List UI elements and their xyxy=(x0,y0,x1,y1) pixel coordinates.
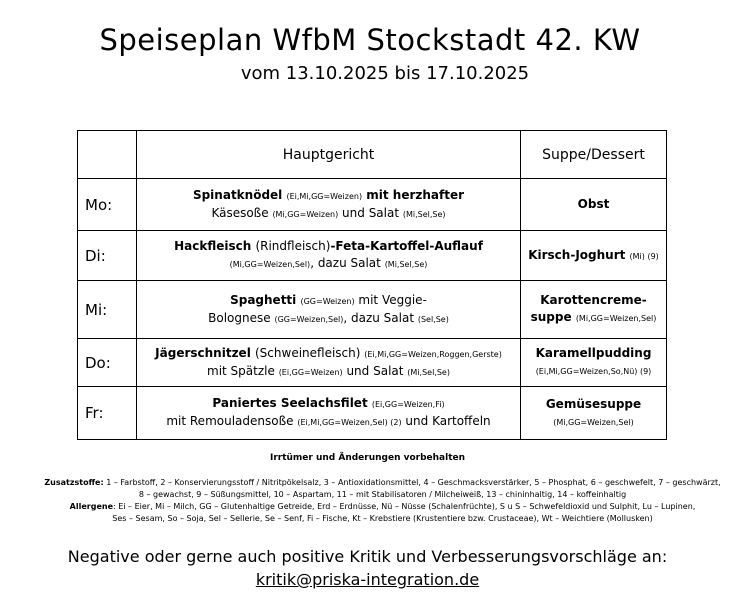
main-dish-line xyxy=(137,345,520,363)
day-label: Mi: xyxy=(78,281,137,339)
allergens-label: Allergene xyxy=(69,502,113,511)
dessert-line xyxy=(521,413,666,431)
allergen-annotation: (Ei,Mi,GG=Weizen) xyxy=(286,191,363,201)
dish-text: Paniertes Seelachsfilet xyxy=(212,396,372,410)
dessert-line xyxy=(521,362,666,380)
table-row xyxy=(78,387,667,440)
dish-text: Kirsch-Joghurt xyxy=(528,247,630,262)
allergens-line-2: Ses – Sesam, So – Soja, Sel – Sellerie, Se – Senf, Fi – Fische, Kt – Krebstiere (Krustentiere bzw. Crustaceae), Wt – Weichtiere (Mollusken) xyxy=(112,514,653,523)
day-label: Do: xyxy=(78,339,137,387)
main-dish-cell xyxy=(137,281,521,339)
dessert-cell xyxy=(521,281,667,339)
allergen-annotation: (GG=Weizen) xyxy=(300,296,355,306)
dish-text: Jägerschnitzel xyxy=(155,345,255,360)
dish-text: , dazu Salat xyxy=(343,310,418,325)
dessert-line xyxy=(521,309,666,327)
dish-text: Hackfleisch xyxy=(174,239,256,253)
page-title: Speiseplan WfbM Stockstadt 42. KW xyxy=(99,23,641,57)
allergen-annotation: (Mi,Sel,Se) xyxy=(407,367,450,377)
day-label: Mo: xyxy=(78,179,137,231)
allergens-line xyxy=(10,501,755,513)
allergen-annotation: (Ei,GG=Weizen) xyxy=(278,367,343,377)
dish-text: (Rindfleisch) xyxy=(255,239,331,253)
dessert-cell xyxy=(521,387,667,440)
dessert-line xyxy=(521,292,666,309)
main-dish-line xyxy=(137,310,520,328)
dish-text: und Salat xyxy=(338,205,403,220)
main-dish-cell xyxy=(137,231,521,281)
day-label: Di: xyxy=(78,231,137,281)
header-day xyxy=(78,131,137,179)
allergen-annotation: (Mi,Sel,Se) xyxy=(402,209,446,219)
dish-text: , dazu Salat xyxy=(310,256,385,270)
table-header-row xyxy=(78,131,667,179)
date-range: vom 13.10.2025 bis 17.10.2025 xyxy=(240,63,530,84)
day-label: Fr: xyxy=(78,387,137,440)
main-dish-line xyxy=(137,238,520,255)
main-dish-cell xyxy=(137,179,521,231)
dish-text: Obst xyxy=(577,197,610,211)
dish-text: mit Spätzle xyxy=(207,363,279,378)
allergen-annotation: (Mi,GG=Weizen,Sel) xyxy=(575,314,657,323)
dish-text: Karottencreme- xyxy=(540,293,647,307)
additives-label: Zusatzstoffe: xyxy=(44,478,104,487)
main-dish-line xyxy=(137,363,520,381)
main-dish-line xyxy=(137,187,520,205)
disclaimer: Irrtümer und Änderungen vorbehalten xyxy=(269,453,466,463)
additives-line xyxy=(10,477,755,489)
header-main-dish: Hauptgericht xyxy=(137,131,521,179)
table-row xyxy=(78,231,667,281)
dish-text: Spinatknödel xyxy=(192,187,287,202)
dessert-line xyxy=(521,396,666,413)
dish-text: suppe xyxy=(530,310,576,324)
table-row xyxy=(78,281,667,339)
dish-text: mit herzhafter xyxy=(362,187,465,202)
dessert-cell xyxy=(521,231,667,281)
allergen-annotation: (Mi,Sel,Se) xyxy=(384,260,428,269)
allergen-annotation: (Ei,Mi,GG=Weizen,So,Nü) (9) xyxy=(535,367,652,376)
table-row xyxy=(78,179,667,231)
allergen-annotation: (Sel,Se) xyxy=(417,314,449,324)
dish-text: und Kartoffeln xyxy=(401,414,491,428)
main-dish-cell xyxy=(137,339,521,387)
allergen-annotation: (Ei,Mi,GG=Weizen,Roggen,Gerste) xyxy=(364,349,502,359)
allergen-annotation: (Mi,GG=Weizen,Sel) xyxy=(229,260,311,269)
main-dish-line xyxy=(137,292,520,310)
main-dish-line xyxy=(137,255,520,273)
main-dish-line xyxy=(137,413,520,431)
additives-line-2: 8 – gewachst, 9 – Süßungsmittel, 10 – Aspartam, 11 – mit Stabilisatoren / Milcheiweiß, 13 – chininhaltig, 14 – koffeinhaltig xyxy=(138,490,627,499)
dessert-cell xyxy=(521,179,667,231)
allergen-annotation: (GG=Weizen,Sel) xyxy=(274,314,344,324)
dish-text: mit Remouladensoße xyxy=(166,414,298,428)
main-dish-line xyxy=(137,205,520,223)
allergen-annotation: (Ei,GG=Weizen,Fi) xyxy=(371,400,445,409)
dessert-cell xyxy=(521,339,667,387)
table-row xyxy=(78,339,667,387)
dish-text: (Schweinefleisch) xyxy=(255,345,365,360)
dish-text: Spaghetti xyxy=(230,292,301,307)
header-dessert: Suppe/Dessert xyxy=(521,131,667,179)
dish-text: Käsesoße xyxy=(211,205,273,220)
allergen-annotation: (Mi,GG=Weizen) xyxy=(272,209,339,219)
dessert-line xyxy=(521,247,666,265)
feedback-section xyxy=(0,545,735,591)
dish-text: mit Veggie- xyxy=(354,292,427,307)
dish-text: -Feta-Kartoffel-Auflauf xyxy=(330,239,483,253)
allergen-annotation: (Ei,Mi,GG=Weizen,Sel) (2) xyxy=(297,418,402,427)
dish-text: Karamellpudding xyxy=(535,346,652,360)
feedback-email-link[interactable]: kritik@priska-integration.de xyxy=(255,570,480,589)
dish-text: und Salat xyxy=(342,363,408,378)
main-dish-cell xyxy=(137,387,521,440)
dessert-line xyxy=(521,196,666,213)
additives-text: 1 – Farbstoff, 2 – Konservierungsstoff / Nitritpökelsalz, 3 – Antioxidationsmittel, 4 – Geschmacksverstärker, 5 – Phosphat, 6 – geschwefelt, 7 – geschwärzt, xyxy=(103,478,721,487)
dessert-line xyxy=(521,345,666,362)
dish-text: Bolognese xyxy=(208,310,275,325)
main-dish-line xyxy=(137,395,520,413)
allergens-text: : Ei – Eier, Mi – Milch, GG – Glutenhaltige Getreide, Erd – Erdnüsse, Nü – Nüsse (Schalenfrüchte), S u S – Schwefeldioxid und Sulphit, Lu – Lupinen, xyxy=(113,502,696,511)
allergen-annotation: (Mi,GG=Weizen,Sel) xyxy=(553,417,634,427)
dish-text: Gemüsesuppe xyxy=(545,396,642,411)
allergen-annotation: (Mi) (9) xyxy=(629,251,659,261)
menu-table xyxy=(77,130,667,440)
legend xyxy=(10,477,755,525)
feedback-text: Negative oder gerne auch positive Kritik und Verbesserungsvorschläge an: xyxy=(67,547,668,566)
